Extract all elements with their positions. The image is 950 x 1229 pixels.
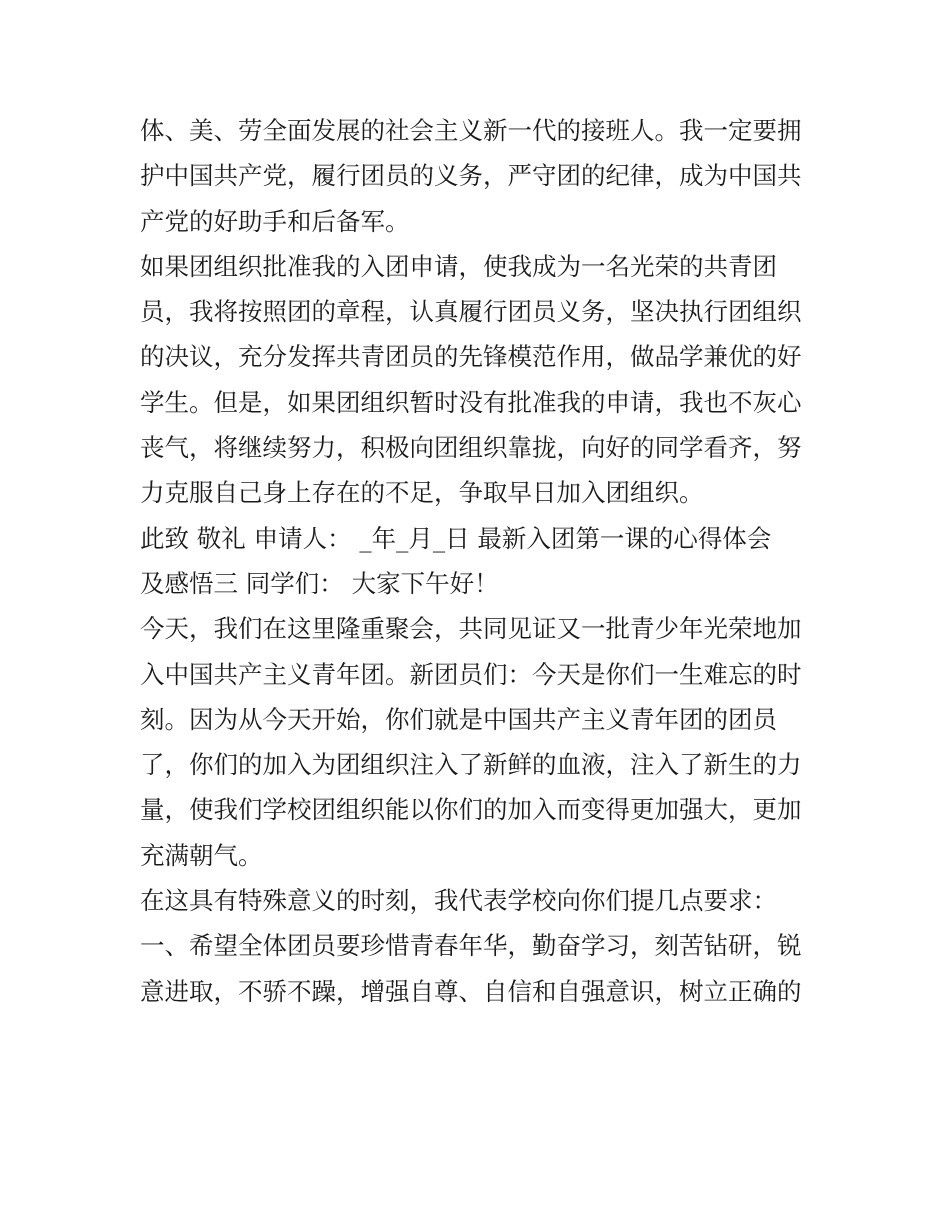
text-line: 及感悟三 同学们： 大家下午好！ xyxy=(140,568,499,598)
text-line: 一、希望全体团员要珍惜青春年华，勤奋学习，刻苦钻研，锐 xyxy=(140,931,802,961)
text-line: 刻。因为从今天开始，你们就是中国共产主义青年团的团员 xyxy=(140,704,777,734)
document-body xyxy=(140,108,820,1014)
text-line: 学生。但是，如果团组织暂时没有批准我的申请，我也不灰心 xyxy=(140,387,802,417)
text-line: 今天，我们在这里隆重聚会，共同见证又一批青少年光荣地加 xyxy=(140,614,802,644)
text-line: 员，我将按照团的章程，认真履行团员义务，坚决执行团组织 xyxy=(140,297,802,327)
text-line: 入中国共产主义青年团。新团员们：今天是你们一生难忘的时 xyxy=(140,659,802,689)
text-line: 量，使我们学校团组织能以你们的加入而变得更加强大，更加 xyxy=(140,795,802,825)
text-line: 丧气，将继续努力，积极向团组织靠拢，向好的同学看齐，努 xyxy=(140,433,802,463)
text-line: 充满朝气。 xyxy=(140,840,263,870)
text-line: 产党的好助手和后备军。 xyxy=(140,206,410,236)
text-line: 的决议，充分发挥共青团员的先锋模范作用，做品学兼优的好 xyxy=(140,342,802,372)
text-line: 意进取，不骄不躁，增强自尊、自信和自强意识，树立正确的 xyxy=(140,976,802,1006)
text-line: 此致 敬礼 申请人： _年_月_日 最新入团第一课的心得体会 xyxy=(140,523,772,553)
text-line: 护中国共产党，履行团员的义务，严守团的纪律，成为中国共 xyxy=(140,161,802,191)
text-line: 如果团组织批准我的入团申请，使我成为一名光荣的共青团 xyxy=(140,251,777,281)
text-line: 了，你们的加入为团组织注入了新鲜的血液，注入了新生的力 xyxy=(140,750,802,780)
text-line: 体、美、劳全面发展的社会主义新一代的接班人。我一定要拥 xyxy=(140,116,802,145)
text-line: 力克服自己身上存在的不足，争取早日加入团组织。 xyxy=(140,478,704,508)
text-line: 在这具有特殊意义的时刻，我代表学校向你们提几点要求： xyxy=(140,886,777,916)
